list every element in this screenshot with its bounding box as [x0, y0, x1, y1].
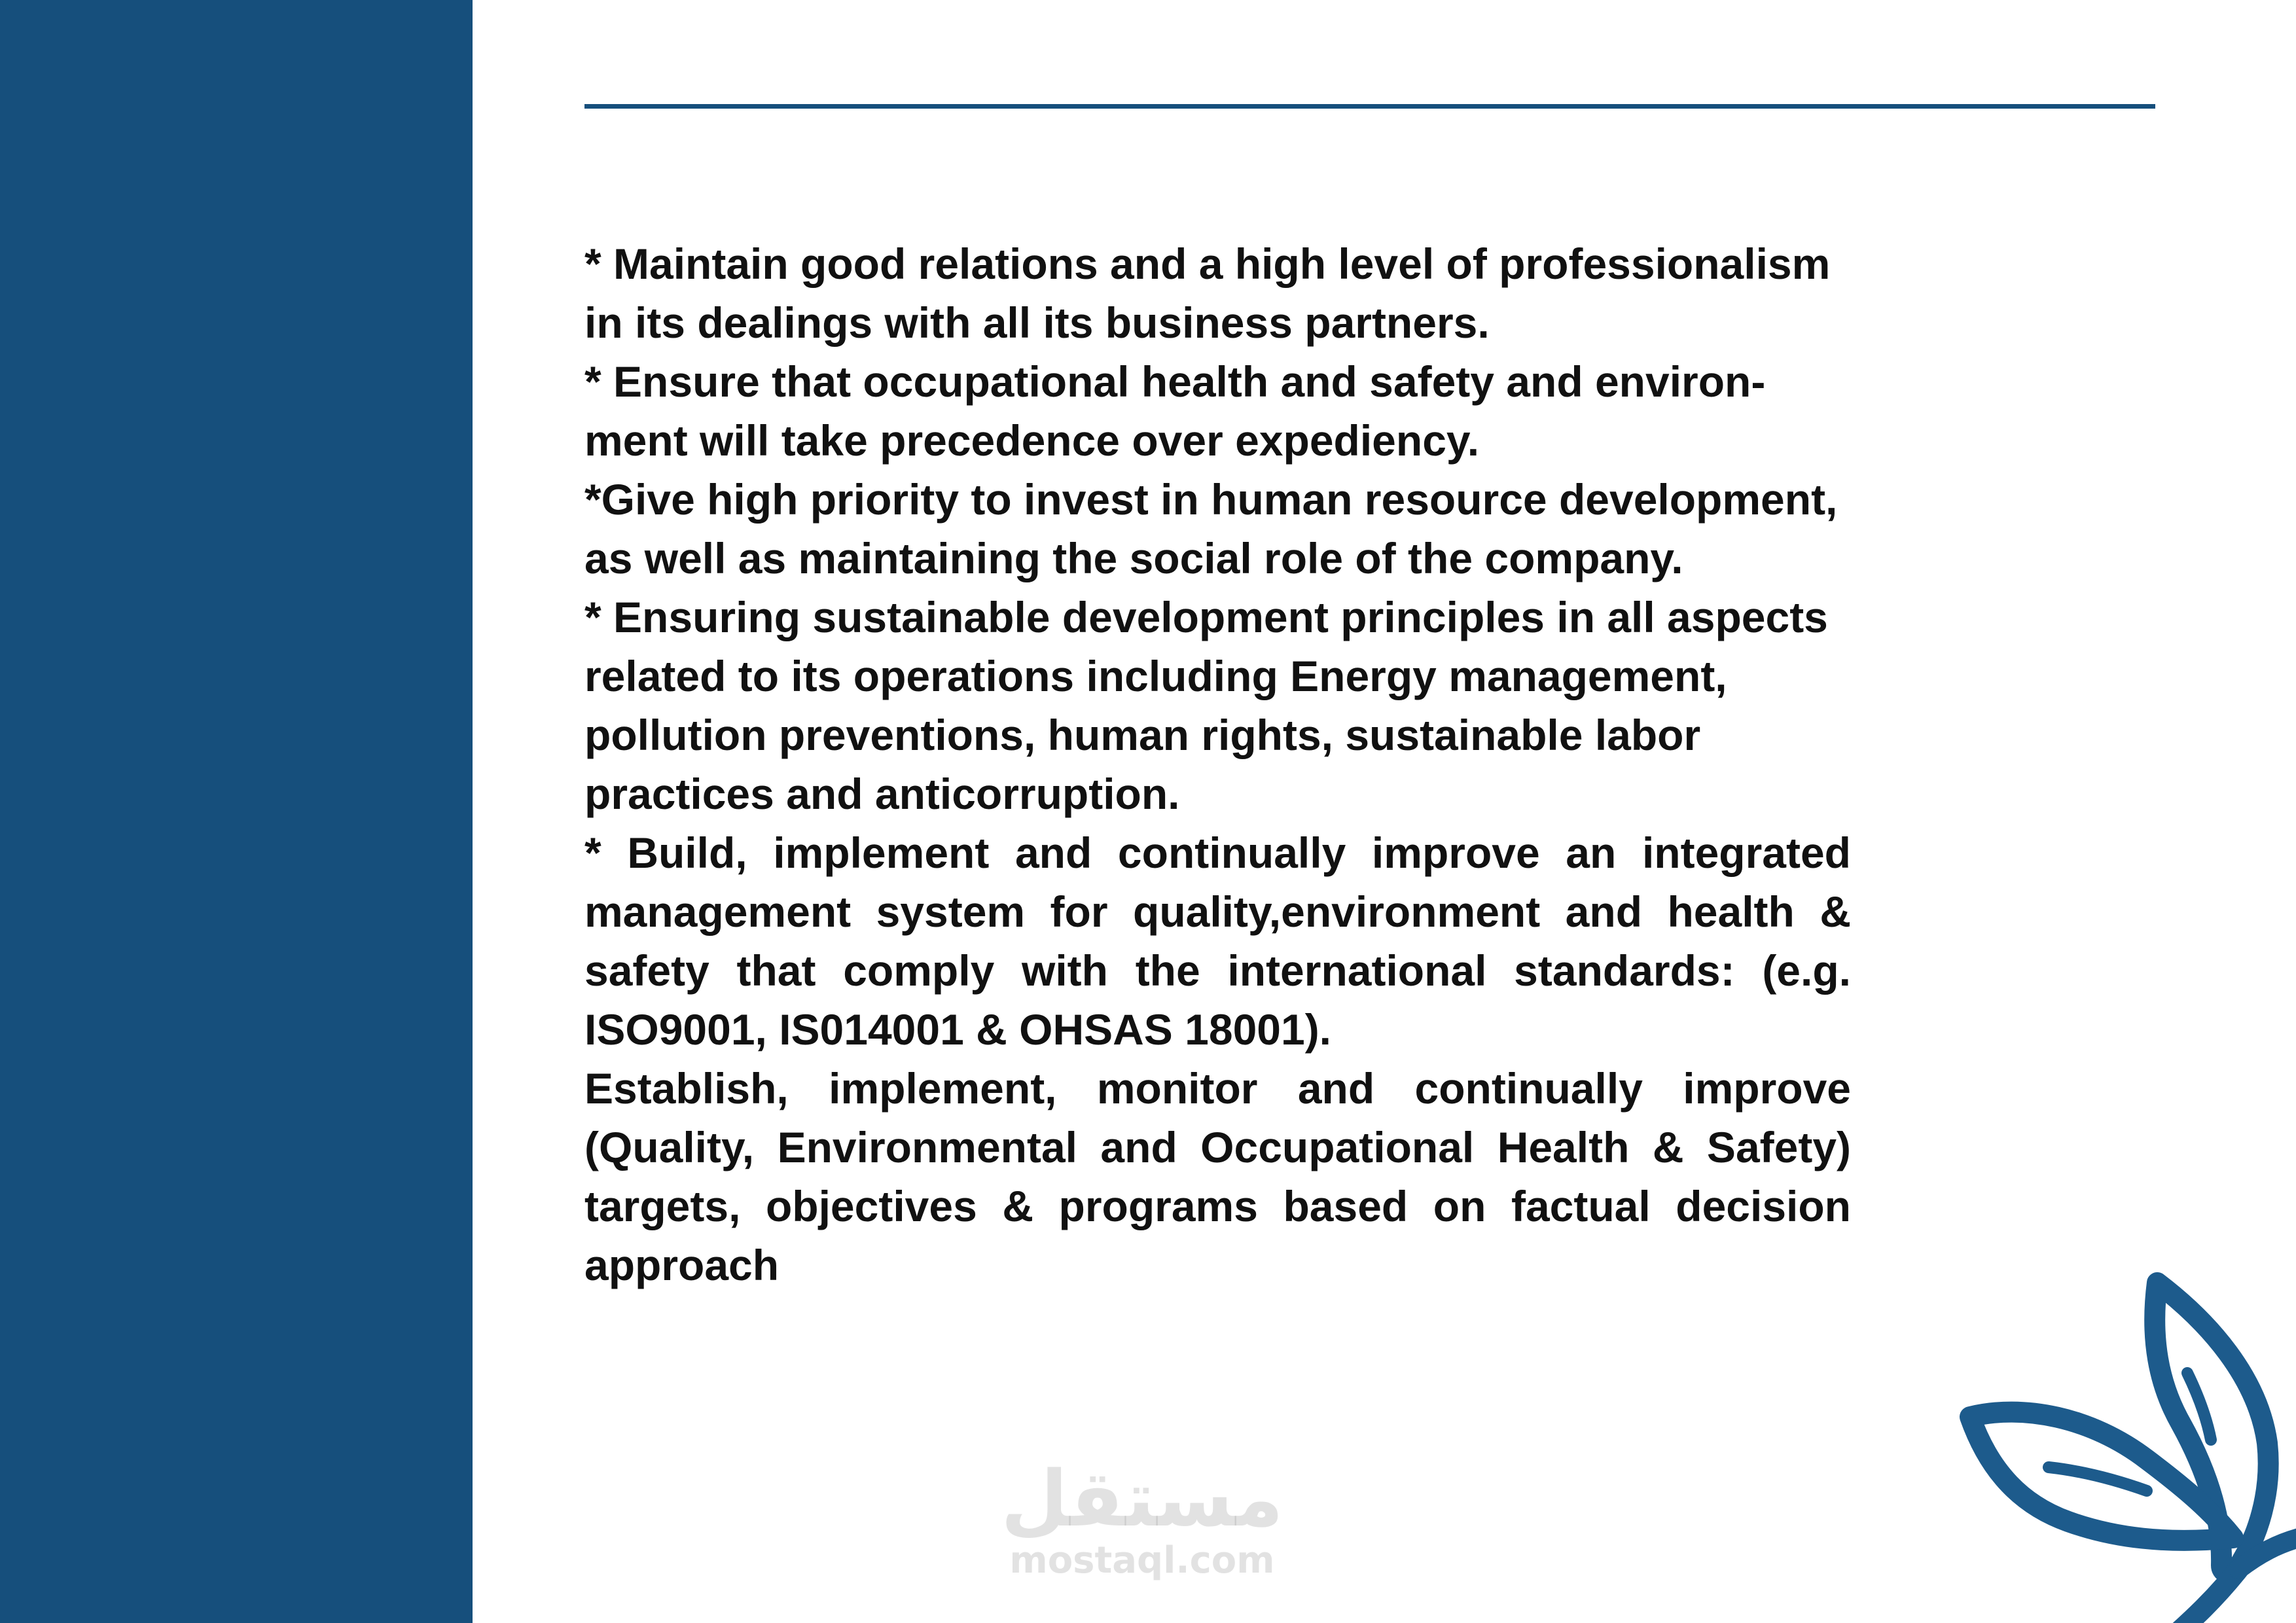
policy-item-management-system: * Build, implement and continually improve an integrated management system for quality,environment and health & safety that comply with the international standards: (e.g. ISO9001, IS014001 & OHSAS 18001). — [584, 829, 1851, 1054]
leaf-stem — [2166, 1569, 2238, 1623]
policy-item-sustainability: * Ensuring sustainable development principles in all aspects related to its operations including Energy management, pollution preventions, human rights, sustainable labor practices and anticorruption. — [584, 593, 1828, 818]
policy-text — [584, 234, 1851, 1294]
leaf-logo-icon — [1950, 1263, 2296, 1623]
policy-item-health-safety: * Ensure that occupational health and safety and environment will take precedence over expediency. — [584, 357, 1766, 465]
watermark-arabic: مستقل — [1001, 1454, 1283, 1544]
policy-item-human-resources: *Give high priority to invest in human resource development, as well as maintaining the social role of the company. — [584, 475, 1838, 582]
lower-leaf-vein — [2049, 1467, 2147, 1491]
watermark — [988, 1456, 1296, 1580]
policy-item-relations: * Maintain good relations and a high level of professionalism in its dealings with all its business partners. — [584, 240, 1831, 347]
policy-item-targets: Establish, implement, monitor and continually improve (Quality, Environmental and Occupational Health & Safety) targets, objectives & programs based on factual decision approach — [584, 1064, 1851, 1289]
sidebar-band — [0, 0, 473, 1623]
watermark-latin: mostaql.com — [1009, 1539, 1275, 1582]
top-divider — [584, 104, 2155, 109]
